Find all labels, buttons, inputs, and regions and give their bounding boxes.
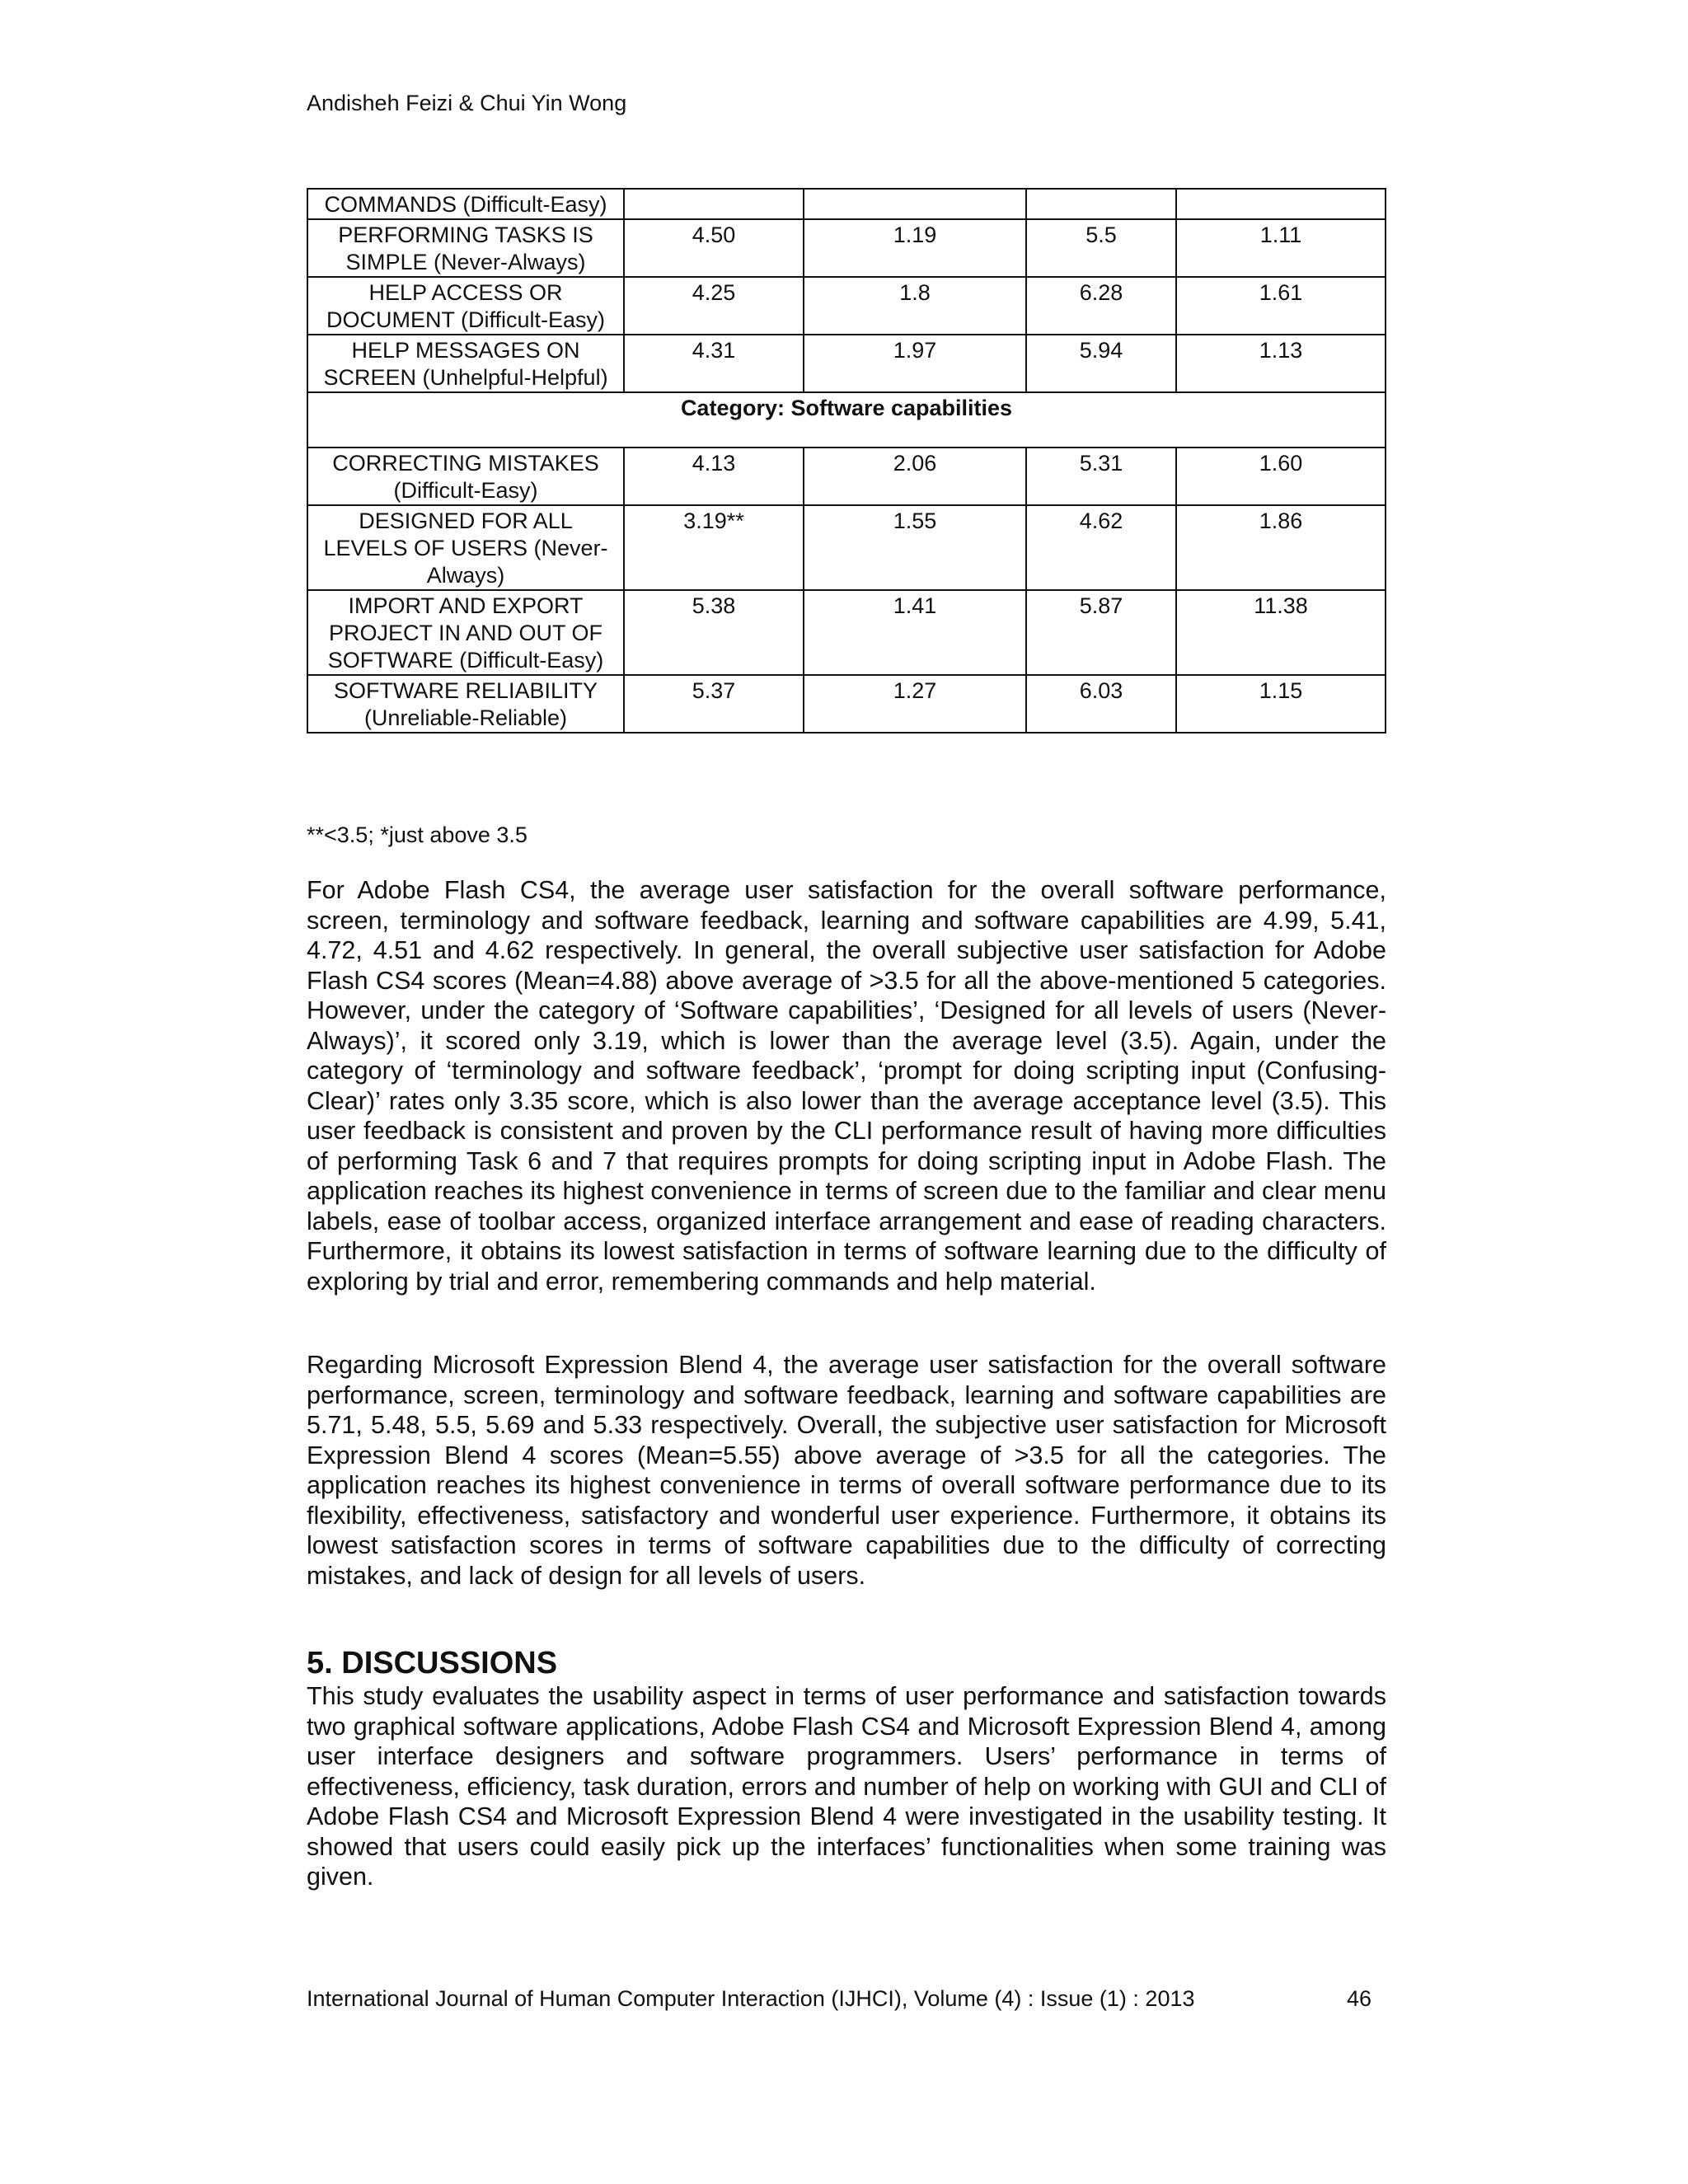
table-row (307, 590, 1386, 675)
table-row (307, 189, 1386, 219)
cell-value: 1.61 (1176, 277, 1386, 335)
cell-value (804, 189, 1026, 219)
cell-value (1026, 189, 1176, 219)
row-label: HELP ACCESS OR DOCUMENT (Difficult-Easy) (307, 277, 624, 335)
cell-value: 3.19** (624, 505, 804, 590)
cell-value: 1.60 (1176, 448, 1386, 505)
cell-value: 1.41 (804, 590, 1026, 675)
cell-value: 4.50 (624, 219, 804, 277)
cell-value: 1.11 (1176, 219, 1386, 277)
table-row (307, 277, 1386, 335)
cell-value: 6.28 (1026, 277, 1176, 335)
table-row (307, 335, 1386, 392)
journal-footer: International Journal of Human Computer Interaction (IJHCI), Volume (4) : Issue (1) : 2013 (307, 1986, 1195, 2011)
cell-value: 4.25 (624, 277, 804, 335)
cell-value: 1.8 (804, 277, 1026, 335)
row-label: CORRECTING MISTAKES (Difficult-Easy) (307, 448, 624, 505)
cell-value: 1.15 (1176, 675, 1386, 733)
satisfaction-table (307, 188, 1386, 733)
row-label: SOFTWARE RELIABILITY (Unreliable-Reliable) (307, 675, 624, 733)
cell-value: 5.31 (1026, 448, 1176, 505)
cell-value: 6.03 (1026, 675, 1176, 733)
paragraph-adobe-flash: For Adobe Flash CS4, the average user satisfaction for the overall software performance, screen, terminology and software feedback, learning and software capabilities are 4.99, 5.41, 4.72, 4.51 and 4.62 respectively. In general, the overall subjective user satisfaction for Adobe Flash CS4 scores (Mean=4.88) above average of >3.5 for all the above-mentioned 5 categories. However, under the category of ‘Software capabilities’, ‘Designed for all levels of users (Never-Always)’, it scored only 3.19, which is lower than the average level (3.5). Again, under the category of ‘terminology and software feedback’, ‘prompt for doing scripting input (Confusing-Clear)’ rates only 3.35 score, which is also lower than the average acceptance level (3.5). This user feedback is consistent and proven by the CLI performance result of having more difficulties of performing Task 6 and 7 that requires prompts for doing scripting input in Adobe Flash. The application reaches its highest convenience in terms of screen due to the familiar and clear menu labels, ease of toolbar access, organized interface arrangement and ease of reading characters. Furthermore, it obtains its lowest satisfaction in terms of software learning due to the difficulty of exploring by trial and error, remembering commands and help material. (307, 876, 1386, 1296)
cell-value: 1.97 (804, 335, 1026, 392)
cell-value: 4.62 (1026, 505, 1176, 590)
cell-value: 1.55 (804, 505, 1026, 590)
cell-value: 4.13 (624, 448, 804, 505)
cell-value: 1.27 (804, 675, 1026, 733)
category-row (307, 392, 1386, 448)
cell-value: 4.31 (624, 335, 804, 392)
row-label: PERFORMING TASKS IS SIMPLE (Never-Always) (307, 219, 624, 277)
cell-value (1176, 189, 1386, 219)
paragraph-expression-blend: Regarding Microsoft Expression Blend 4, the average user satisfaction for the overall software performance, screen, terminology and software feedback, learning and software capabilities are 5.71, 5.48, 5.5, 5.69 and 5.33 respectively. Overall, the subjective user satisfaction for Microsoft Expression Blend 4 scores (Mean=5.55) above average of >3.5 for all the categories. The application reaches its highest convenience in terms of overall software performance due to its flexibility, effectiveness, satisfactory and wonderful user experience. Furthermore, it obtains its lowest satisfaction scores in terms of software capabilities due to the difficulty of correcting mistakes, and lack of design for all levels of users. (307, 1351, 1386, 1590)
row-label: DESIGNED FOR ALL LEVELS OF USERS (Never-Always) (307, 505, 624, 590)
table-row (307, 219, 1386, 277)
cell-value: 5.87 (1026, 590, 1176, 675)
section-heading: 5. DISCUSSIONS (307, 1646, 558, 1680)
category-heading: Category: Software capabilities (307, 392, 1386, 448)
cell-value: 5.94 (1026, 335, 1176, 392)
cell-value: 11.38 (1176, 590, 1386, 675)
cell-value: 2.06 (804, 448, 1026, 505)
page-number: 46 (1347, 1986, 1372, 2011)
cell-value: 5.37 (624, 675, 804, 733)
cell-value: 1.86 (1176, 505, 1386, 590)
cell-value: 5.38 (624, 590, 804, 675)
table-row (307, 505, 1386, 590)
row-label: IMPORT AND EXPORT PROJECT IN AND OUT OF SOFTWARE (Difficult-Easy) (307, 590, 624, 675)
cell-value: 1.19 (804, 219, 1026, 277)
table-row (307, 448, 1386, 505)
cell-value: 1.13 (1176, 335, 1386, 392)
table-row (307, 675, 1386, 733)
paragraph-discussions: This study evaluates the usability aspect in terms of user performance and satisfaction towards two graphical software applications, Adobe Flash CS4 and Microsoft Expression Blend 4, among user interface designers and software programmers. Users’ performance in terms of effectiveness, efficiency, task duration, errors and number of help on working with GUI and CLI of Adobe Flash CS4 and Microsoft Expression Blend 4 were investigated in the usability testing. It showed that users could easily pick up the interfaces’ functionalities when some training was given. (307, 1682, 1386, 1891)
running-header-authors: Andisheh Feizi & Chui Yin Wong (307, 91, 627, 115)
cell-value (624, 189, 804, 219)
cell-value: 5.5 (1026, 219, 1176, 277)
table-footnote: **<3.5; *just above 3.5 (307, 823, 528, 847)
row-label: COMMANDS (Difficult-Easy) (307, 189, 624, 219)
row-label: HELP MESSAGES ON SCREEN (Unhelpful-Helpful) (307, 335, 624, 392)
